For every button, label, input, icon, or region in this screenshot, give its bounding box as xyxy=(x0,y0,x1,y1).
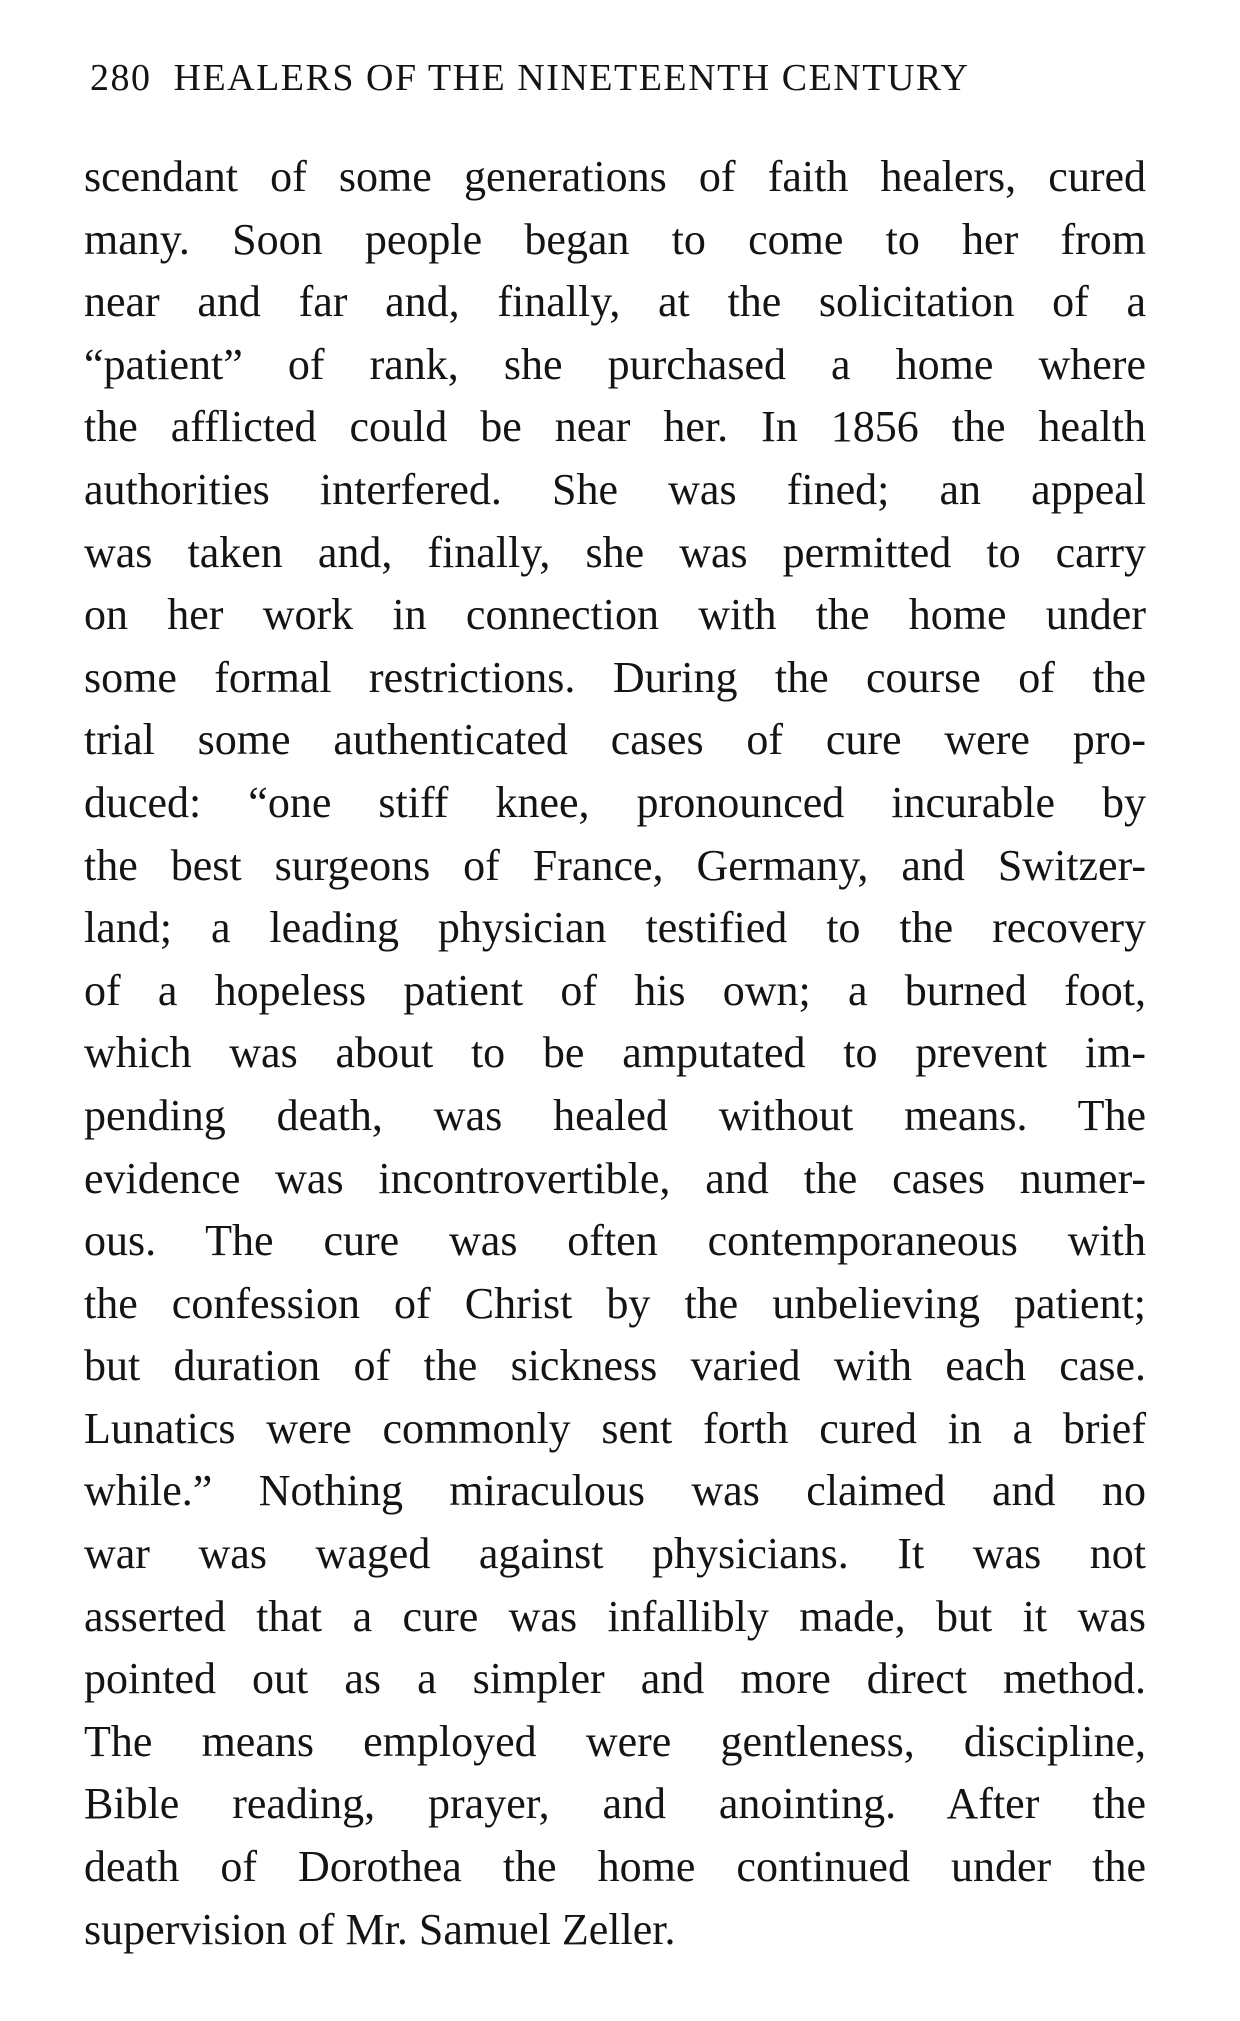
text-line: land; a leading physician testified to the recovery xyxy=(84,903,1146,953)
text-line: pending death, was healed without means. The xyxy=(84,1090,1146,1140)
text-line: which was about to be amputated to prevent im- xyxy=(84,1028,1146,1078)
text-line: some formal restrictions. During the course of the xyxy=(84,652,1146,702)
text-line: near and far and, finally, at the solicitation of a xyxy=(84,277,1146,327)
text-line: ous. The cure was often contemporaneous with xyxy=(84,1216,1146,1266)
text-line: Lunatics were commonly sent forth cured in a brief xyxy=(84,1403,1146,1453)
text-line: war was waged against physicians. It was not xyxy=(84,1529,1146,1579)
text-line: the afflicted could be near her. In 1856 the health xyxy=(84,402,1146,452)
text-line: Bible reading, prayer, and anointing. After the xyxy=(84,1779,1146,1829)
running-head xyxy=(90,48,1145,108)
text-line: was taken and, finally, she was permitted to carry xyxy=(84,527,1146,577)
text-line: death of Dorothea the home continued under the xyxy=(84,1842,1146,1892)
text-line: “patient” of rank, she purchased a home where xyxy=(84,339,1146,389)
text-line: the confession of Christ by the unbelieving patient; xyxy=(84,1278,1146,1328)
text-line: pointed out as a simpler and more direct method. xyxy=(84,1654,1146,1704)
text-line: authorities interfered. She was fined; an appeal xyxy=(84,464,1146,514)
text-line: asserted that a cure was infallibly made, but it was xyxy=(84,1591,1146,1641)
text-line: duced: “one stiff knee, pronounced incurable by xyxy=(84,777,1146,827)
text-line: while.” Nothing miraculous was claimed and no xyxy=(84,1466,1146,1516)
text-line: trial some authenticated cases of cure were pro- xyxy=(84,715,1146,765)
body-text xyxy=(84,146,1146,1961)
text-line: the best surgeons of France, Germany, and Switzer- xyxy=(84,840,1146,890)
text-line: many. Soon people began to come to her from xyxy=(84,214,1146,264)
text-line: on her work in connection with the home under xyxy=(84,590,1146,640)
text-line: evidence was incontrovertible, and the cases numer- xyxy=(84,1153,1146,1203)
running-title: HEALERS OF THE NINETEENTH CENTURY xyxy=(173,57,970,99)
text-line: scendant of some generations of faith healers, cured xyxy=(84,152,1146,201)
text-line: but duration of the sickness varied with each case. xyxy=(84,1341,1146,1391)
text-line: of a hopeless patient of his own; a burned foot, xyxy=(84,965,1146,1015)
text-line: supervision of Mr. Samuel Zeller. xyxy=(84,1904,676,1954)
text-line: The means employed were gentleness, discipline, xyxy=(84,1716,1146,1766)
page-number: 280 xyxy=(90,57,152,99)
